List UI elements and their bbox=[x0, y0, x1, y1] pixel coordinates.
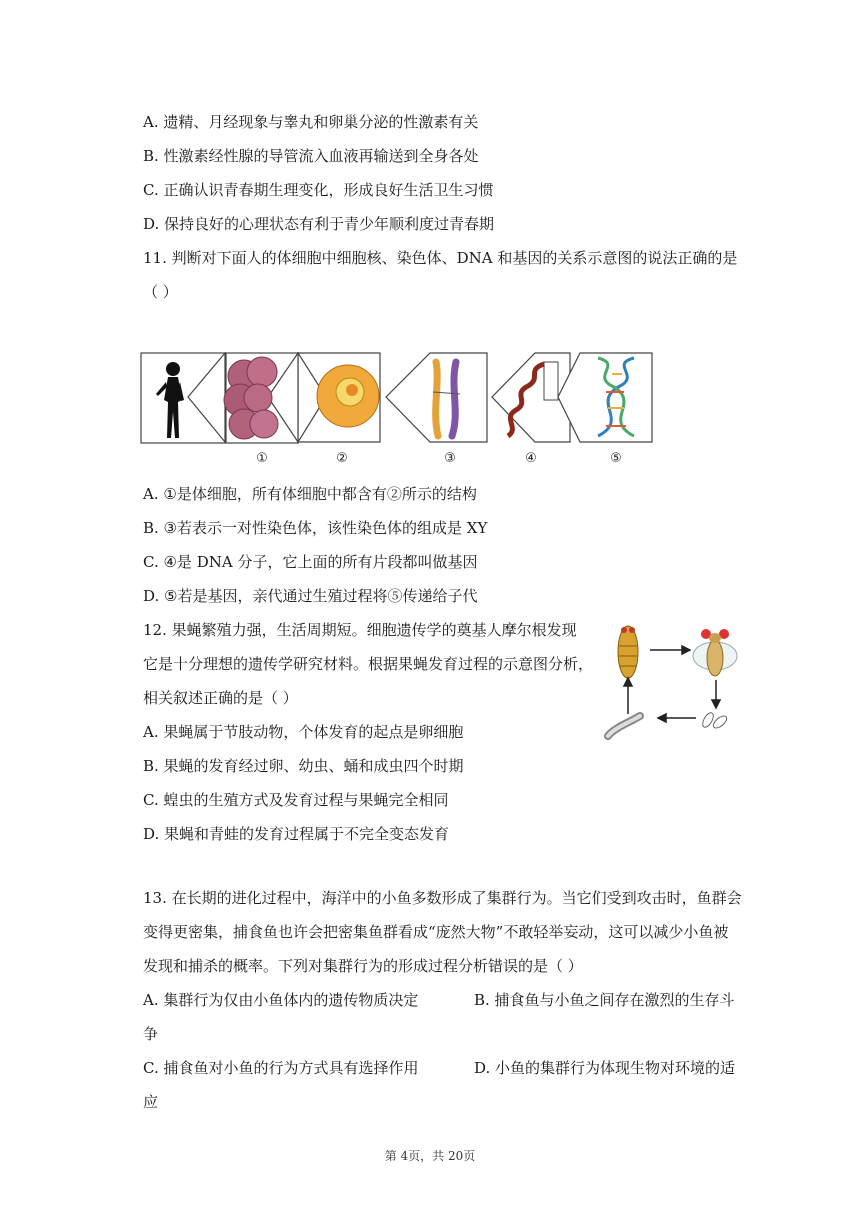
pupa-figure bbox=[618, 626, 638, 678]
q10-option-d: D. 保持良好的心理状态有利于青少年顺利度过青春期 bbox=[143, 215, 495, 233]
fruit-fly-life-cycle-diagram bbox=[600, 618, 760, 742]
q11-stem: 11. 判断对下面人的体细胞中细胞核、染色体、DNA 和基因的关系示意图的说法正确的是 bbox=[143, 249, 738, 267]
body-cell-cluster-figure bbox=[224, 353, 298, 443]
eggs-figure bbox=[701, 711, 729, 730]
q13-stem-line-1: 13. 在长期的进化过程中，海洋中的小鱼多数形成了集群行为。当它们受到攻击时，鱼群会 bbox=[143, 889, 742, 907]
q12-option-b: B. 果蝇的发育经过卵、幼虫、蛹和成虫四个时期 bbox=[143, 757, 464, 775]
q10-option-a: A. 遗精、月经现象与睾丸和卵巢分泌的性激素有关 bbox=[143, 113, 479, 131]
q12-option-d: D. 果蝇和青蛙的发育过程属于不完全变态发育 bbox=[143, 825, 450, 843]
q11-answer-bracket: （ ） bbox=[143, 283, 178, 301]
q11-option-d: D. ⑤若是基因，亲代通过生殖过程将⑤传递给子代 bbox=[143, 587, 478, 605]
cell-chromosome-diagram bbox=[140, 352, 655, 470]
q13-option-d: D. 小鱼的集群行为体现生物对环境的适 bbox=[474, 1059, 736, 1077]
q12-stem-line-1: 12. 果蝇繁殖力强，生活周期短。细胞遗传学的奠基人摩尔根发现 bbox=[143, 621, 577, 639]
q13-stem-line-3: 发现和捕杀的概率。下列对集群行为的形成过程分析错误的是（ ） bbox=[143, 957, 583, 975]
q12-stem-line-3: 相关叙述正确的是（ ） bbox=[143, 689, 298, 707]
cell-nucleus-figure bbox=[298, 353, 380, 442]
figure-label-1: ① bbox=[256, 451, 268, 466]
q12-option-a: A. 果蝇属于节肢动物，个体发育的起点是卵细胞 bbox=[143, 723, 464, 741]
adult-fly-figure bbox=[693, 629, 737, 676]
figure-label-2: ② bbox=[336, 451, 348, 466]
human-silhouette-figure bbox=[141, 353, 225, 443]
q13-option-a: A. 集群行为仅由小鱼体内的遗传物质决定 bbox=[143, 991, 419, 1009]
larva-figure bbox=[608, 716, 640, 736]
figure-label-3: ③ bbox=[444, 451, 456, 466]
q13-option-c: C. 捕食鱼对小鱼的行为方式具有选择作用 bbox=[143, 1059, 419, 1077]
q13-option-d-continuation: 应 bbox=[143, 1093, 159, 1111]
q12-stem-line-2: 它是十分理想的遗传学研究材料。根据果蝇发育过程的示意图分析， bbox=[143, 655, 594, 673]
q10-option-b: B. 性激素经性腺的导管流入血液再输送到全身各处 bbox=[143, 147, 479, 165]
q12-option-c: C. 蝗虫的生殖方式及发育过程与果蝇完全相同 bbox=[143, 791, 449, 809]
q11-option-c: C. ④是 DNA 分子，它上面的所有片段都叫做基因 bbox=[143, 553, 478, 571]
figure-label-4: ④ bbox=[525, 451, 537, 466]
dna-double-helix-figure bbox=[558, 353, 652, 442]
figure-label-5: ⑤ bbox=[610, 451, 622, 466]
q10-option-c: C. 正确认识青春期生理变化，形成良好生活卫生习惯 bbox=[143, 181, 494, 199]
q11-option-a: A. ①是体细胞，所有体细胞中都含有②所示的结构 bbox=[143, 485, 477, 503]
chromosome-pair-figure bbox=[386, 353, 487, 442]
q13-option-b-continuation: 争 bbox=[143, 1025, 159, 1043]
q13-option-b: B. 捕食鱼与小鱼之间存在激烈的生存斗 bbox=[474, 991, 735, 1009]
q13-stem-line-2: 变得更密集，捕食鱼也许会把密集鱼群看成“庞然大物”不敢轻举妄动，这可以减少小鱼被 bbox=[143, 923, 729, 941]
page-footer: 第 4页，共 20页 bbox=[384, 1149, 476, 1163]
q11-option-b: B. ③若表示一对性染色体，该性染色体的组成是 XY bbox=[143, 519, 488, 537]
